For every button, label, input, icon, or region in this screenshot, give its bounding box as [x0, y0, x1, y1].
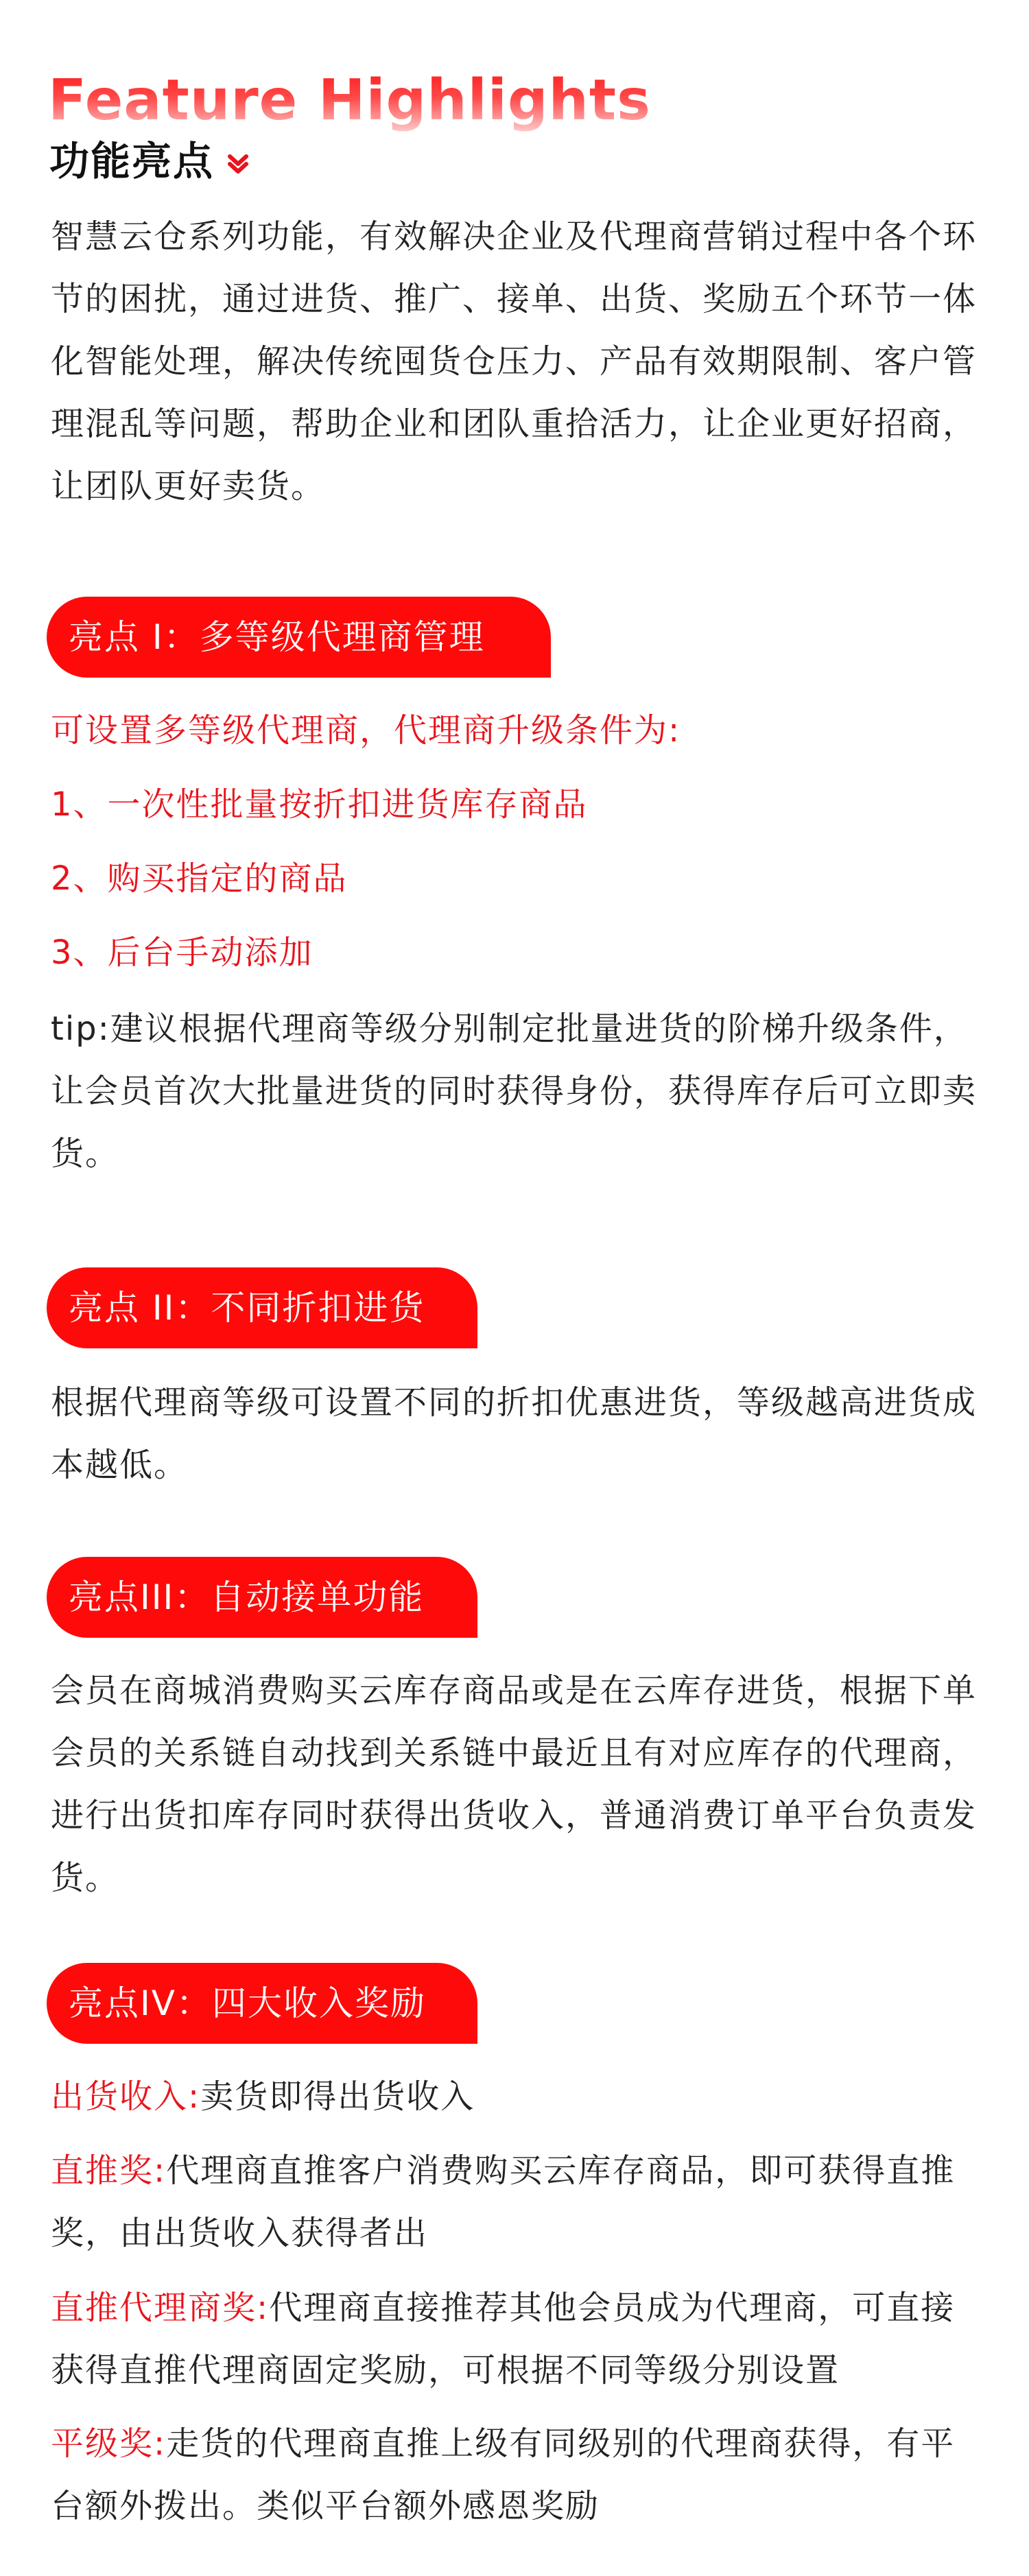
highlight-1-item-3: 3、后台手动添加	[51, 933, 314, 972]
highlight-1-item-1: 1、一次性批量按折扣进货库存商品	[51, 785, 588, 824]
header-title-cn: 功能亮点	[49, 138, 215, 184]
highlight-3-text: 会员在商城消费购买云库存商品或是在云库存进货，根据下单会员的关系链自动找到关系链中最近且有对应库存的代理商，进行出货扣库存同时获得出货收入，普通消费订单平台负责发货。	[51, 1671, 978, 1897]
reward-direct-agent	[51, 2277, 984, 2402]
highlight-2-badge: 亮点 II：不同折扣进货	[47, 1267, 477, 1348]
highlight-1-tip: tip:建议根据代理商等级分别制定批量进货的阶梯升级条件，让会员首次大批量进货的同时获得身份，获得库存后可立即卖货。	[51, 1010, 978, 1173]
highlight-1-lead: 可设置多等级代理商，代理商升级条件为:	[51, 711, 681, 750]
highlight-1-badge: 亮点 I：多等级代理商管理	[47, 597, 551, 678]
reward-text: 代理商直推客户消费购买云库存商品，即可获得直推奖，由出货收入获得者出	[51, 2151, 956, 2252]
reward-text: 代理商直接推荐其他会员成为代理商，可直接获得直推代理商固定奖励，可根据不同等级分别设置	[51, 2289, 956, 2389]
reward-label: 出货收入:	[51, 2077, 201, 2116]
highlight-3-badge: 亮点III：自动接单功能	[47, 1557, 477, 1638]
reward-text: 卖货即得出货收入	[200, 2077, 475, 2116]
header-title-cn-wrap	[49, 129, 250, 187]
intro-paragraph: 智慧云仓系列功能，有效解决企业及代理商营销过程中各个环节的困扰，通过进货、推广、接单、出货、奖励五个环节一体化智能处理，解决传统囤货仓压力、产品有效期限制、客户管理混乱等问题，帮助企业和团队重拾活力，让企业更好招商，让团队更好卖货。	[51, 217, 978, 505]
header-title-en: Feature Highlights	[48, 69, 651, 133]
double-chevron-down-icon	[226, 139, 250, 185]
highlight-2-text: 根据代理商等级可设置不同的折扣优惠进货，等级越高进货成本越低。	[51, 1383, 978, 1484]
reward-peer-level	[51, 2413, 984, 2538]
reward-label: 直推代理商奖:	[51, 2289, 270, 2327]
reward-label: 平级奖:	[51, 2424, 167, 2463]
highlight-1-item-2: 2、购买指定的商品	[51, 859, 348, 898]
highlight-4-badge: 亮点IV：四大收入奖励	[47, 1963, 477, 2044]
reward-direct-referral	[51, 2140, 984, 2265]
reward-shipping-income	[51, 2066, 984, 2128]
reward-label: 直推奖:	[51, 2151, 167, 2190]
reward-text: 走货的代理商直推上级有同级别的代理商获得，有平台额外拨出。类似平台额外感恩奖励	[51, 2424, 956, 2525]
